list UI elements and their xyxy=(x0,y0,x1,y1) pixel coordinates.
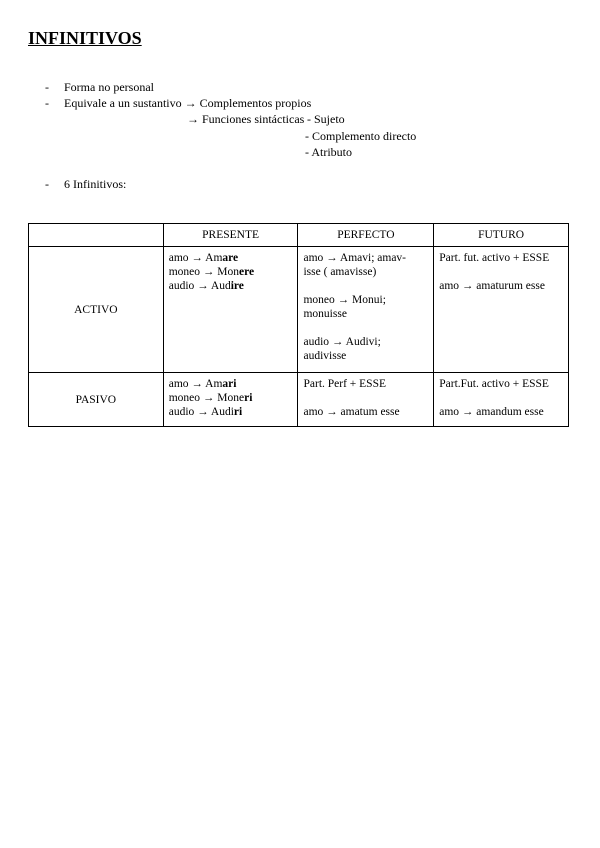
bullet-infinitivos: 6 Infinitivos: xyxy=(64,177,127,191)
line-amaturum: amo → amaturum esse xyxy=(439,280,545,292)
cell-activo-presente xyxy=(163,247,298,373)
bullet-dash: - xyxy=(45,96,49,110)
table-row-pasivo xyxy=(29,373,569,427)
row-label-activo: ACTIVO xyxy=(29,247,164,373)
line-audire: audio → Audire xyxy=(168,280,244,292)
line-audiri: audio → Audiri xyxy=(168,406,243,418)
cell-pasivo-futuro xyxy=(434,373,569,427)
page-title: INFINITIVOS xyxy=(28,28,142,48)
line-part-fut: Part. fut. activo + ESSE xyxy=(439,252,550,264)
line-amari: amo → Amari xyxy=(168,378,237,390)
table-header-row xyxy=(29,224,569,247)
cell-pasivo-perfecto xyxy=(298,373,434,427)
table-row-activo xyxy=(29,247,569,373)
line-monuisse: monuisse xyxy=(303,308,347,320)
line-audivi: audio → Audivi; xyxy=(303,336,381,348)
line-part-perf: Part. Perf + ESSE xyxy=(303,378,386,390)
cell-activo-futuro xyxy=(434,247,569,373)
header-empty xyxy=(29,224,164,247)
line-amavisse: isse ( amavisse) xyxy=(303,266,377,278)
header-presente: PRESENTE xyxy=(163,224,298,247)
bullet-equivale: Equivale a un sustantivo → Complementos propios xyxy=(64,96,312,110)
header-perfecto: PERFECTO xyxy=(298,224,434,247)
header-futuro: FUTURO xyxy=(434,224,569,247)
line-monere: moneo → Monere xyxy=(168,266,255,278)
line-part-fut-pasivo: Part.Fut. activo + ESSE xyxy=(439,378,549,390)
row-label-pasivo: PASIVO xyxy=(29,373,164,427)
sub-complemento: - Complemento directo xyxy=(305,129,417,143)
line-audivisse: audivisse xyxy=(303,350,347,362)
cell-activo-perfecto xyxy=(298,247,434,373)
bullet-forma: Forma no personal xyxy=(64,80,154,94)
bullet-dash: - xyxy=(45,177,49,191)
sub-atributo: - Atributo xyxy=(305,145,352,159)
line-monui: moneo → Monui; xyxy=(303,294,386,306)
line-moneri: moneo → Moneri xyxy=(168,392,253,404)
line-amavi: amo → Amavi; amav- xyxy=(303,252,407,264)
cell-pasivo-presente xyxy=(163,373,298,427)
line-amare: amo → Amare xyxy=(168,252,239,264)
line-amandum: amo → amandum esse xyxy=(439,406,544,418)
line-amatum: amo → amatum esse xyxy=(303,406,400,418)
sub-sujeto: - Sujeto xyxy=(307,112,345,126)
bullet-funciones: → Funciones sintácticas xyxy=(187,112,305,126)
bullet-dash: - xyxy=(45,80,49,94)
infinitivos-table xyxy=(28,223,569,427)
